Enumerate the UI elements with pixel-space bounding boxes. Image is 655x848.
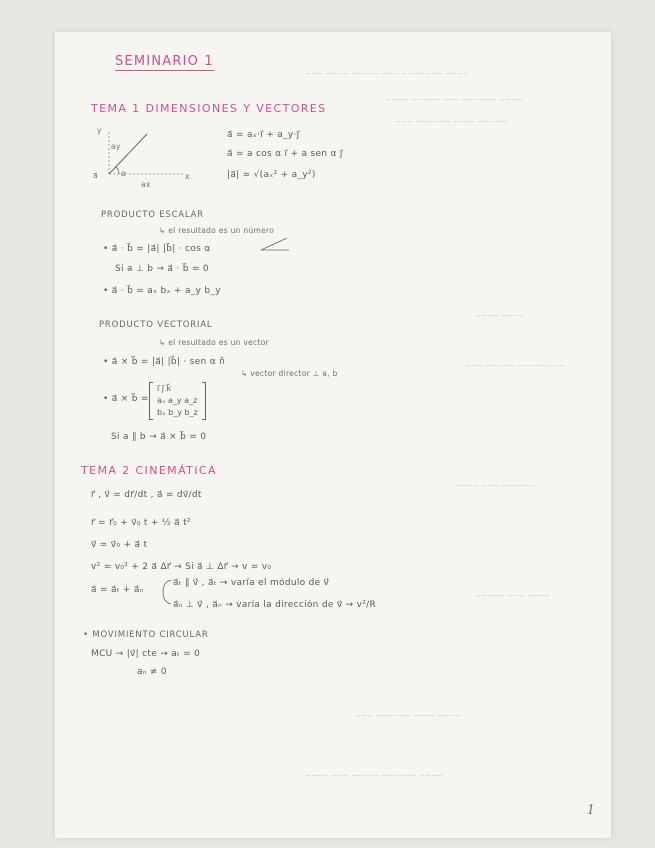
producto-vectorial-def-note: ↳ vector director ⊥ a, b <box>241 369 338 378</box>
axis-y-label: y <box>97 126 102 135</box>
tema2-heading: TEMA 2 CINEMÁTICA <box>81 464 217 477</box>
producto-vectorial-note: ↳ el resultado es un vector <box>159 338 269 347</box>
bleed-through: ~~~ ~~~~~~ ~~~~ ~~~~~ <box>395 118 508 126</box>
axis-x-label: x <box>185 172 190 181</box>
brace-icon <box>159 578 173 606</box>
cinematica-velocity-eq: v⃗ = v⃗₀ + a⃗ t <box>91 540 148 550</box>
producto-escalar-heading: PRODUCTO ESCALAR <box>101 210 204 220</box>
producto-escalar-components: • a⃗ · b⃗ = aₓ bₓ + a_y b_y <box>103 286 221 296</box>
aceleracion-normal: a⃗ₙ ⊥ v⃗ , a⃗ₙ → varía la dirección de v⃗ → v²/R <box>173 600 377 610</box>
producto-vectorial-parallel: Si a ∥ b → a⃗ × b⃗ = 0 <box>111 432 207 442</box>
cinematica-position-eq: r⃗ = r⃗₀ + v⃗₀ t + ½ a⃗ t² <box>91 518 191 528</box>
tema1-heading: TEMA 1 DIMENSIONES Y VECTORES <box>91 102 327 115</box>
matrix-row: aₓ a_y a_z <box>157 396 198 405</box>
bleed-through: ~~~~ ~~~ ~~~~~~ <box>455 482 536 490</box>
page-number: 1 <box>586 803 595 818</box>
movimiento-circular-heading: • MOVIMIENTO CIRCULAR <box>83 630 209 640</box>
aceleracion-descomposicion: a⃗ = a⃗ₜ + a⃗ₙ <box>91 585 144 595</box>
vector-components-eq: a⃗ = aₓ·i⃗ + a_y·j⃗ <box>227 130 300 140</box>
mcu-normal-accel: aₙ ≠ 0 <box>137 667 167 677</box>
page-title: SEMINARIO 1 <box>115 54 214 69</box>
producto-vectorial-heading: PRODUCTO VECTORIAL <box>99 320 213 330</box>
component-y-label: ay <box>111 142 121 151</box>
mcu-line: MCU → |v⃗| cte → aₜ = 0 <box>91 649 201 659</box>
angle-sketch-icon <box>259 234 293 258</box>
cinematica-definitions: r⃗ , v⃗ = dr⃗/dt , a⃗ = dv⃗/dt <box>91 490 202 500</box>
producto-escalar-def: • a⃗ · b⃗ = |a⃗| |b⃗| · cos α <box>103 244 211 254</box>
vector-a-label: a⃗ <box>93 171 98 180</box>
producto-vectorial-def: • a⃗ × b⃗ = |a⃗| |b⃗| · sen α n̂ <box>103 357 226 367</box>
angle-label: α <box>121 169 127 178</box>
bleed-through: ~~~~ ~~~~~ ~~~ ~~~~~~ ~~~~ <box>385 96 523 104</box>
bleed-through: ~~~ ~~~~ ~~~~~ ~~~ ~~~~~~~ ~~~~ <box>305 70 469 78</box>
bleed-through: ~~~~ ~~~ ~~~~~ ~~~~~~ ~~~~ <box>305 772 443 780</box>
matrix-row: bₓ b_y b_z <box>157 408 198 417</box>
matrix-row: i⃗ j⃗ k⃗ <box>157 384 172 393</box>
producto-escalar-note: ↳ el resultado es un número <box>159 226 275 235</box>
cinematica-torricelli-eq: v² = v₀² + 2 a⃗ Δr⃗ → Si a⃗ ⊥ Δr⃗ → v = v₀ <box>91 562 272 572</box>
aceleracion-tangencial: a⃗ₜ ∥ v⃗ , a⃗ₜ → varía el módulo de v⃗ <box>173 578 330 588</box>
notebook-page <box>55 32 611 838</box>
determinant-matrix <box>149 382 206 420</box>
bleed-through: ~~~~ ~~~~ <box>475 312 525 320</box>
bleed-through: ~~~ ~~~~~ ~~~~~ ~~~ <box>465 362 566 370</box>
producto-vectorial-det-label: • a⃗ × b⃗ = <box>103 394 149 404</box>
producto-escalar-perp: Si a ⊥ b → a⃗ · b⃗ = 0 <box>115 264 209 274</box>
vector-modulus-eq: |a⃗| = √(aₓ² + a_y²) <box>227 170 316 180</box>
bleed-through: ~~~~~ ~~~ ~~~~ <box>475 592 550 600</box>
vector-polar-eq: a⃗ = a cos α i⃗ + a sen α j⃗ <box>227 149 343 159</box>
component-x-label: ax <box>141 180 151 189</box>
bleed-through: ~~~ ~~~~~~ ~~~~ ~~~~ <box>355 712 462 720</box>
